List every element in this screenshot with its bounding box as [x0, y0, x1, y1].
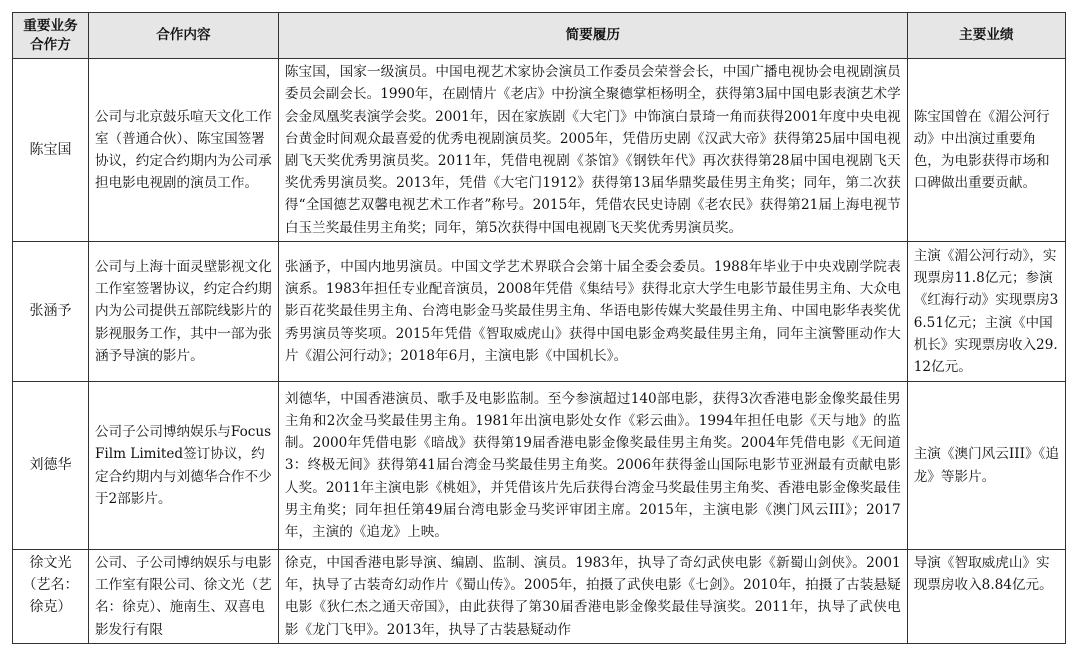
table-row: [13, 382, 1066, 550]
table-row: [13, 550, 1066, 644]
performance-cell: 陈宝国曾在《湄公河行动》中出演过重要角色，为电影获得市场和口碑做出重要贡献。: [907, 59, 1065, 242]
performance-cell: 主演《湄公河行动》，实现票房11.8亿元；参演《红海行动》实现票房36.51亿元；主演《中国机长》实现票房收入29.12亿元。: [907, 242, 1065, 382]
partners-table: [12, 12, 1066, 644]
table-row: [13, 59, 1066, 242]
resume-cell: 陈宝国，国家一级演员。中国电视艺术家协会演员工作委员会荣誉会长，中国广播电视协会电视剧演员委员会副会长。1990年，在剧情片《老店》中扮演全聚德掌柜杨明全，获得第3届中国电影表演艺术学会金凤凰奖表演学会奖。2001年，因在家族剧《大宅门》中饰演白景琦一角而获得2001年度中央电视台黄金时间观众最喜爱的优秀电视剧演员奖。2005年，凭借历史剧《汉武大帝》获得第25届中国电视剧飞天奖优秀男演员奖。2011年，凭借电视剧《茶馆》《钢铁年代》再次获得第28届中国电视剧飞天奖优秀男演员奖。2013年，凭借《大宅门1912》获得第13届华鼎奖最佳男主角奖；同年，第二次获得“全国德艺双馨电视艺术工作者”称号。2015年，凭借农民史诗剧《老农民》获得第21届上海电视节白玉兰奖最佳男主角奖；同年，第5次获得中国电视剧飞天奖优秀男演员奖。: [278, 59, 907, 242]
table-row: [13, 242, 1066, 382]
partner-cell: 刘德华: [13, 382, 89, 550]
header-content: 合作内容: [88, 13, 278, 59]
resume-cell: 徐克，中国香港电影导演、编剧、监制、演员。1983年，执导了奇幻武侠电影《新蜀山剑侠》。2001年，执导了古装奇幻动作片《蜀山传》。2005年，拍摄了武侠电影《七剑》。2010年，拍摄了古装悬疑电影《狄仁杰之通天帝国》，由此获得了第30届香港电影金像奖最佳导演奖。2011年，执导了武侠电影《龙门飞甲》。2013年，执导了古装悬疑动作: [278, 550, 907, 644]
resume-cell: 刘德华，中国香港演员、歌手及电影监制。至今参演超过140部电影，获得3次香港电影金像奖最佳男主角和2次金马奖最佳男主角。1981年出演电影处女作《彩云曲》。1994年担任电影《天与地》的监制。2000年凭借电影《暗战》获得第19届香港电影金像奖最佳男主角奖。2004年凭借电影《无间道3：终极无间》获得第41届台湾金马奖最佳男主角奖。2006年获得釜山国际电影节亚洲最有贡献电影人奖。2011年主演电影《桃姐》，并凭借该片先后获得台湾金马奖最佳男主角奖、香港电影金像奖最佳男主角奖；同年担任第49届台湾电影金马奖评审团主席。2015年，主演电影《澳门风云III》；2017年，主演的《追龙》上映。: [278, 382, 907, 550]
header-resume: 简要履历: [278, 13, 907, 59]
performance-cell: 导演《智取威虎山》实现票房收入8.84亿元。: [907, 550, 1065, 644]
resume-cell: 张涵予，中国内地男演员。中国文学艺术界联合会第十届全委会委员。1988年毕业于中央戏剧学院表演系。1983年担任专业配音演员，2008年凭借《集结号》获得北京大学生电影节最佳男主角、大众电影百花奖最佳男主角、台湾电影金马奖最佳男主角、华语电影传媒大奖最佳男主角、中国电影华表奖优秀男演员等奖项。2015年凭借《智取威虎山》获得中国电影金鸡奖最佳男主角，同年主演警匪动作大片《湄公河行动》；2018年6月，主演电影《中国机长》。: [278, 242, 907, 382]
header-row: [13, 13, 1066, 59]
header-partner: 重要业务合作方: [13, 13, 89, 59]
performance-cell: 主演《澳门风云III》《追龙》等影片。: [907, 382, 1065, 550]
partner-cell: 徐文光（艺名：徐克）: [13, 550, 89, 644]
content-cell: 公司与上海十面灵壁影视文化工作室签署协议，约定合约期内为公司提供五部院线影片的影视服务工作，其中一部为张涵予导演的影片。: [88, 242, 278, 382]
partner-cell: 陈宝国: [13, 59, 89, 242]
partner-cell: 张涵予: [13, 242, 89, 382]
content-cell: 公司子公司博纳娱乐与Focus Film Limited签订协议，约定合约期内与刘德华合作不少于2部影片。: [88, 382, 278, 550]
content-cell: 公司与北京鼓乐喧天文化工作室（普通合伙）、陈宝国签署协议，约定合约期内为公司承担电影电视剧的演员工作。: [88, 59, 278, 242]
header-performance: 主要业绩: [907, 13, 1065, 59]
content-cell: 公司、子公司博纳娱乐与电影工作室有限公司、徐文光（艺名：徐克）、施南生、双喜电影发行有限: [88, 550, 278, 644]
